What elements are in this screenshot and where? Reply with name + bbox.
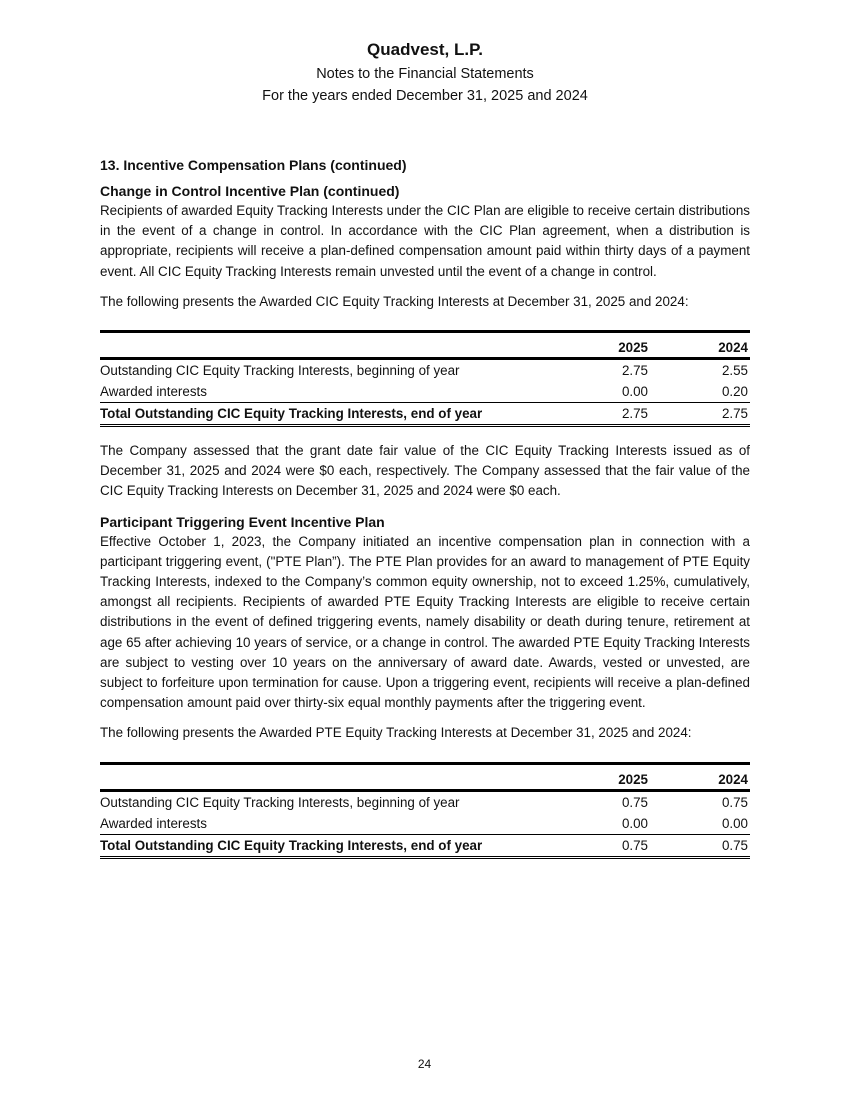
cic-paragraph-3: The Company assessed that the grant date fair value of the CIC Equity Tracking Interests issued as of December 31, 2025 and 2024 were $0 each, respectively. The Company assessed that the fair value of the CIC Equity Tracking Interests on December 31, 2025 and 2024 were $0 each.	[100, 443, 750, 499]
value-2025: 0.75	[578, 834, 688, 857]
cic-heading: Change in Control Incentive Plan (continued)	[100, 183, 400, 199]
table-header-row	[100, 332, 750, 359]
row-label: Total Outstanding CIC Equity Tracking Interests, end of year	[100, 403, 578, 426]
pte-paragraph-1: Effective October 1, 2023, the Company initiated an incentive compensation plan in connection with a participant triggering event, ("PTE Plan”). The PTE Plan provides for an award to management of PTE Equity Tracking Interests, indexed to the Company’s common equity ownership, not to exceed 1.25%, cumulatively, amongst all recipients. Recipients of awarded PTE Equity Tracking Interests are eligible to receive certain distributions in the event of defined triggering events, namely disability or death during tenure, retirement at age 65 after achieving 10 years of service, or a change in control. The awarded PTE Equity Tracking Interests are subject to vesting over 10 years on the anniversary of award date. Awards, vested or unvested, are subject to forfeiture upon termination for cause. Upon a triggering event, recipients will receive a plan-defined compensation amount paid over thirty-six equal monthly payments after the triggering event.	[100, 533, 750, 711]
row-label: Awarded interests	[100, 815, 207, 831]
value-2024: 0.75	[688, 834, 750, 857]
pte-interests-table	[100, 762, 750, 859]
row-label: Total Outstanding CIC Equity Tracking Interests, end of year	[100, 834, 578, 857]
section-title: 13. Incentive Compensation Plans (continued)	[100, 157, 407, 173]
table-row	[100, 813, 750, 835]
cic-paragraph-1: Recipients of awarded Equity Tracking Interests under the CIC Plan are eligible to receive certain distributions in the event of a change in control. In accordance with the CIC Plan agreement, when a distribution is appropriate, recipients will receive a plan-defined compensation amount paid within thirty days of a payment event. All CIC Equity Tracking Interests remain unvested until the event of a change in control.	[100, 203, 750, 279]
row-label: Awarded interests	[100, 384, 207, 400]
value-2024: 0.00	[721, 815, 748, 831]
column-2025: 2025	[578, 763, 688, 790]
value-2025: 0.75	[621, 794, 648, 810]
value-2025: 2.75	[578, 403, 688, 426]
cic-paragraph-2: The following presents the Awarded CIC Equity Tracking Interests at December 31, 2025 and 2024:	[100, 293, 689, 309]
value-2025: 0.00	[621, 815, 648, 831]
value-2024: 0.20	[721, 384, 748, 400]
column-2024: 2024	[688, 763, 750, 790]
value-2025: 2.75	[621, 363, 648, 379]
statement-subtitle: Notes to the Financial Statements	[316, 66, 534, 82]
table-row	[100, 790, 750, 813]
table-row	[100, 381, 750, 403]
statement-period: For the years ended December 31, 2025 and 2024	[262, 88, 588, 104]
note-body	[100, 155, 750, 873]
table-total-row	[100, 834, 750, 857]
company-name: Quadvest, L.P.	[367, 40, 483, 59]
value-2024: 2.55	[721, 363, 748, 379]
cic-interests-table	[100, 330, 750, 427]
pte-paragraph-2: The following presents the Awarded PTE Equity Tracking Interests at December 31, 2025 and 2024:	[100, 725, 692, 741]
table-total-row	[100, 403, 750, 426]
page-number: 24	[417, 1057, 432, 1071]
column-2025: 2025	[578, 332, 688, 359]
table-row	[100, 359, 750, 382]
row-label: Outstanding CIC Equity Tracking Interests, beginning of year	[100, 794, 460, 810]
pte-heading: Participant Triggering Event Incentive Plan	[100, 513, 385, 530]
value-2024: 0.75	[721, 794, 748, 810]
table-header-row	[100, 763, 750, 790]
column-2024: 2024	[688, 332, 750, 359]
value-2025: 0.00	[621, 384, 648, 400]
value-2024: 2.75	[688, 403, 750, 426]
row-label: Outstanding CIC Equity Tracking Interests, beginning of year	[100, 363, 460, 379]
